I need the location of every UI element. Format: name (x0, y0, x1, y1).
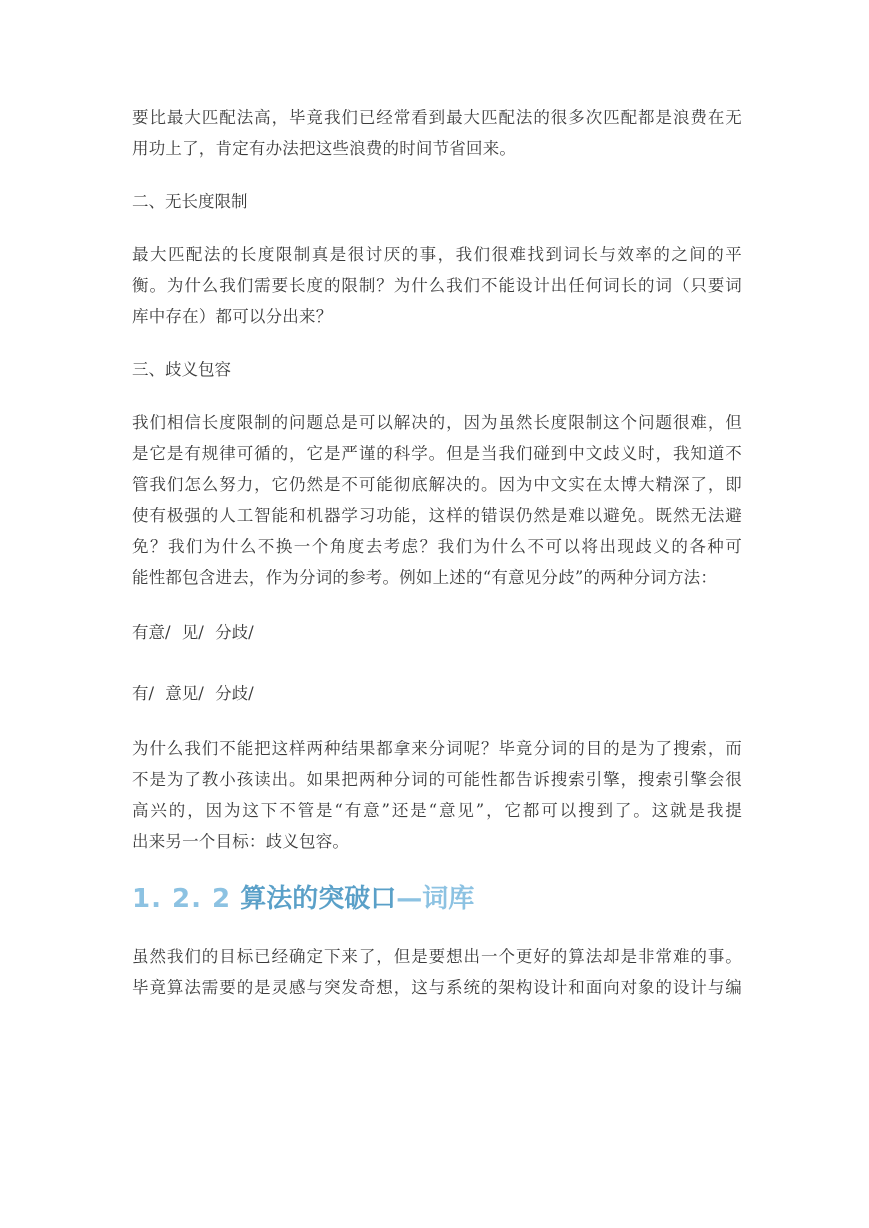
heading-ambiguity-inclusion: 三、歧义包容 (132, 360, 231, 379)
text-line: 免？我们为什么不换一个角度去考虑？我们为什么不可以将出现歧义的各种可 (132, 537, 742, 556)
segmentation-example-1: 有意/ 见/ 分歧/ (132, 623, 254, 642)
text-line: 能性都包含进去，作为分词的参考。例如上述的“有意见分歧”的两种分词方法： (132, 568, 718, 587)
section-title-tail: 词库 (422, 884, 475, 914)
paragraph-length-limit (132, 239, 742, 332)
paragraph-efficiency (132, 102, 742, 164)
document-page (132, 102, 742, 1003)
text-line: 出来另一个目标：歧义包容。 (132, 832, 350, 851)
text-line: 不是为了教小孩读出。如果把两种分词的可能性都告诉搜索引擎，搜索引擎会很 (132, 770, 742, 789)
text-line: 库中存在）都可以分出来？ (132, 307, 333, 326)
section-heading-1-2-2 (132, 881, 742, 917)
text-line: 我们相信长度限制的问题总是可以解决的，因为虽然长度限制这个问题很难，但 (132, 413, 742, 432)
text-line: 衡。为什么我们需要长度的限制？为什么我们不能设计出任何词长的词（只要词 (132, 276, 742, 295)
text-line: 要比最大匹配法高，毕竟我们已经常看到最大匹配法的很多次匹配都是浪费在无 (132, 108, 742, 127)
text-line: 是它是有规律可循的，它是严谨的科学。但是当我们碰到中文歧义时，我知道不 (132, 444, 742, 463)
text-line: 高兴的，因为这下不管是“有意”还是“意见”，它都可以搜到了。这就是我提 (132, 801, 742, 820)
section-title-dash: — (396, 884, 423, 914)
paragraph-algorithm (132, 941, 742, 1003)
text-line: 管我们怎么努力，它仍然是不可能彻底解决的。因为中文实在太博大精深了，即 (132, 475, 742, 494)
section-title-text: 算法的突破口 (240, 884, 397, 914)
section-number: 1. 2. 2 (132, 884, 232, 914)
segmentation-example-2: 有/ 意见/ 分歧/ (132, 684, 254, 703)
text-line: 毕竟算法需要的是灵感与突发奇想，这与系统的架构设计和面向对象的设计与编 (132, 978, 742, 997)
text-line: 用功上了，肯定有办法把这些浪费的时间节省回来。 (132, 139, 517, 158)
text-line: 为什么我们不能把这样两种结果都拿来分词呢？毕竟分词的目的是为了搜索，而 (132, 739, 742, 758)
paragraph-ambiguity (132, 407, 742, 593)
text-line: 使有极强的人工智能和机器学习功能，这样的错误仍然是难以避免。既然无法避 (132, 506, 742, 525)
text-line: 虽然我们的目标已经确定下来了，但是要想出一个更好的算法却是非常难的事。 (132, 947, 742, 966)
heading-no-length-limit: 二、无长度限制 (132, 192, 248, 211)
paragraph-search-reason (132, 733, 742, 857)
text-line: 最大匹配法的长度限制真是很讨厌的事，我们很难找到词长与效率的之间的平 (132, 245, 742, 264)
